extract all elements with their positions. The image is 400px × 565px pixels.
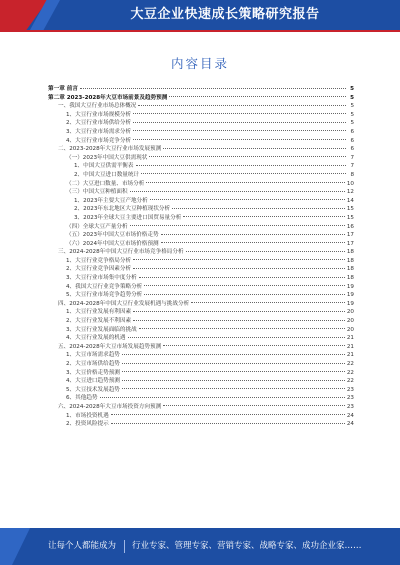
toc-entry[interactable] <box>48 197 354 206</box>
toc-entry[interactable] <box>48 137 354 146</box>
toc-entry-title: 5、大豆技术发展趋势 <box>66 386 120 393</box>
toc-entry-title: 第二章 2023-2028年大豆市场前景及趋势预测 <box>48 94 168 101</box>
toc-dot-leader <box>133 268 345 269</box>
toc-entry-title: 2、大豆行业发展不利因素 <box>66 318 132 325</box>
toc-entry-page: 6 <box>350 137 354 144</box>
page-footer <box>0 528 400 565</box>
toc-entry-page: 6 <box>350 128 354 135</box>
toc-entry-title: 1、大豆行业市场规模分析 <box>66 111 132 118</box>
toc-entry[interactable] <box>48 205 354 214</box>
toc-entry-title: 1、大豆行业竞争格局分析 <box>66 257 132 264</box>
toc-entry-page: 18 <box>346 257 354 264</box>
toc-entry-page: 17 <box>346 232 354 239</box>
toc-dot-leader <box>133 311 345 312</box>
toc-entry[interactable] <box>48 231 354 240</box>
toc-dot-leader <box>172 208 345 209</box>
toc-entry[interactable] <box>48 420 354 429</box>
toc-dot-leader <box>161 242 345 243</box>
toc-entry-title: 1、2023年主要大豆产地分析 <box>74 197 148 204</box>
toc-entry-page: 21 <box>346 343 354 350</box>
toc-entry[interactable] <box>48 188 354 197</box>
toc-dot-leader <box>163 405 345 406</box>
toc-dot-leader <box>149 156 346 157</box>
toc-entry-title: （一）2023年中国大豆供需现状 <box>66 154 148 161</box>
toc-dot-leader <box>150 199 345 200</box>
toc-entry-page: 24 <box>346 412 354 419</box>
toc-entry-title: 3、2023年全球大豆主要进口国贸易量分析 <box>74 214 182 221</box>
toc-dot-leader <box>138 105 346 106</box>
toc-dot-leader <box>146 182 345 183</box>
toc-entry-page: 5 <box>350 94 354 101</box>
toc-entry[interactable] <box>48 265 354 274</box>
toc-entry[interactable] <box>48 180 354 189</box>
toc-entry-title: 4、大豆行业市场竞争分析 <box>66 137 132 144</box>
toc-entry-title: 四、2024-2028年中国大豆行业发展机遇与挑战分析 <box>58 300 190 307</box>
toc-entry-page: 19 <box>346 283 354 290</box>
toc-dot-leader <box>133 320 345 321</box>
toc-dot-leader <box>191 302 345 303</box>
toc-dot-leader <box>136 165 347 166</box>
toc-entry-title: （四）全球大豆产量分析 <box>66 223 128 230</box>
toc-entry-title: （五）2023年中国大豆市场价格走势 <box>66 232 159 239</box>
toc-entry-title: 二、2023-2028年大豆行业市场发展预测 <box>58 146 162 153</box>
toc-entry-page: 6 <box>350 146 354 153</box>
toc-entry[interactable] <box>48 145 354 154</box>
toc-entry-page: 23 <box>346 395 354 402</box>
toc-entry-page: 19 <box>346 300 354 307</box>
toc-entry-title: 五、2024-2028年大豆市场发展趋势预测 <box>58 343 162 350</box>
toc-entry-page: 22 <box>346 378 354 385</box>
toc-entry-title: （二）大豆进口数量、市场分析 <box>66 180 145 187</box>
toc-entry-page: 7 <box>350 154 354 161</box>
toc-entry-page: 14 <box>346 197 354 204</box>
toc-entry-page: 15 <box>346 206 354 213</box>
toc-entry[interactable] <box>48 119 354 128</box>
toc-entry-page: 20 <box>346 318 354 325</box>
page-header <box>0 0 400 30</box>
footer-divider <box>124 540 125 553</box>
toc-entry[interactable] <box>48 85 354 94</box>
toc-entry-page: 21 <box>346 352 354 359</box>
toc-entry-page: 15 <box>346 214 354 221</box>
toc-entry[interactable] <box>48 257 354 266</box>
toc-entry[interactable] <box>48 403 354 412</box>
toc-dot-leader <box>141 173 346 174</box>
toc-dot-leader <box>122 371 345 372</box>
toc-entry[interactable] <box>48 162 354 171</box>
toc-entry-title: 4、大豆行业发展的机遇 <box>66 335 126 342</box>
toc-entry[interactable] <box>48 94 354 103</box>
toc-dot-leader <box>122 388 345 389</box>
toc-dot-leader <box>122 354 345 355</box>
toc-dot-leader <box>139 277 345 278</box>
toc-entry-page: 5 <box>350 103 354 110</box>
toc-dot-leader <box>133 122 346 123</box>
toc-dot-leader <box>100 397 345 398</box>
toc-entry-title: 三、2024-2028年中国大豆行业市场竞争格局分析 <box>58 249 184 256</box>
toc-dot-leader <box>169 96 346 97</box>
toc-entry-title: 3、大豆价格走势预测 <box>66 369 120 376</box>
toc-entry-title: 2、2023年东北地区大豆种植现状分析 <box>74 206 171 213</box>
toc-dot-leader <box>133 139 346 140</box>
toc-entry-title: 3、大豆行业市场需求分析 <box>66 128 132 135</box>
toc-entry-page: 12 <box>346 189 354 196</box>
toc-entry[interactable] <box>48 326 354 335</box>
toc-entry-title: 6、其他趋势 <box>66 395 98 402</box>
toc-entry[interactable] <box>48 171 354 180</box>
toc-entry-title: 2、中国大豆进口数量统计 <box>74 171 140 178</box>
toc-dot-leader <box>139 328 345 329</box>
toc-entry-title: 4、大豆进口趋势预测 <box>66 378 120 385</box>
toc-entry-title: 第一章 前言 <box>48 86 78 92</box>
toc-entry-page: 23 <box>346 403 354 410</box>
toc-entry-page: 22 <box>346 369 354 376</box>
toc-dot-leader <box>133 130 346 131</box>
footer-accent <box>0 528 30 565</box>
toc-dot-leader <box>144 294 345 295</box>
toc-entry[interactable] <box>48 240 354 249</box>
toc-dot-leader <box>186 251 345 252</box>
toc-entry[interactable] <box>48 223 354 232</box>
header-red-rule <box>0 30 400 32</box>
toc-entry-page: 24 <box>346 421 354 428</box>
toc-entry[interactable] <box>48 386 354 395</box>
toc-entry[interactable] <box>48 308 354 317</box>
toc-dot-leader <box>130 225 345 226</box>
toc-entry-page: 5 <box>350 120 354 127</box>
toc-entry[interactable] <box>48 369 354 378</box>
toc-dot-leader <box>133 259 345 260</box>
toc-entry-page: 22 <box>346 361 354 367</box>
toc-entry-title: 5、大豆行业市场竞争趋势分析 <box>66 292 143 299</box>
toc-entry[interactable] <box>48 351 354 360</box>
toc-entry[interactable] <box>48 128 354 137</box>
toc-dot-leader <box>163 148 346 149</box>
toc-dot-leader <box>130 191 345 192</box>
toc-entry-title: 1、大豆行业发展有利因素 <box>66 309 132 316</box>
toc-entry[interactable] <box>48 317 354 326</box>
toc-entry-title: 1、市场投资机遇 <box>66 412 109 419</box>
toc-heading: 内容目录 <box>170 56 229 71</box>
toc-entry-page: 17 <box>346 240 354 247</box>
toc-entry-title: 2、投资风险提示 <box>66 421 109 428</box>
toc-entry-title: （六）2024年中国大豆市场价格预测 <box>66 240 159 247</box>
toc-entry-title: 1、大豆市场需求趋势 <box>66 352 120 359</box>
toc-dot-leader <box>128 337 345 338</box>
toc-entry[interactable] <box>48 360 354 369</box>
toc-entry[interactable] <box>48 248 354 257</box>
toc-entry-title: 2、大豆市场供给趋势 <box>66 361 120 367</box>
toc-dot-leader <box>122 380 345 381</box>
toc-entry[interactable] <box>48 111 354 120</box>
toc-entry[interactable] <box>48 343 354 352</box>
toc-entry-page: 7 <box>350 163 354 170</box>
toc-dot-leader <box>111 423 345 424</box>
toc-dot-leader <box>144 285 345 286</box>
toc-entry[interactable] <box>48 394 354 403</box>
toc-entry-page: 5 <box>350 86 354 92</box>
toc-entry-page: 21 <box>346 335 354 342</box>
toc-entry-title: 六、2024-2028年大豆市场投资方向预测 <box>58 403 162 410</box>
toc-dot-leader <box>111 414 345 415</box>
toc-entry-page: 5 <box>350 111 354 118</box>
toc-entry[interactable] <box>48 283 354 292</box>
toc-dot-leader <box>80 88 346 89</box>
toc-entry-page: 20 <box>346 326 354 333</box>
toc-entry[interactable] <box>48 300 354 309</box>
toc-entry[interactable] <box>48 377 354 386</box>
toc-entry-title: 3、大豆行业市场集中度分析 <box>66 275 137 282</box>
toc-entry[interactable] <box>48 274 354 283</box>
toc-dot-leader <box>183 216 345 217</box>
footer-slogan-right: 行业专家、管理专家、营销专家、战略专家、成功企业家…… <box>132 541 362 551</box>
toc-entry[interactable] <box>48 291 354 300</box>
toc-entry-page: 16 <box>346 223 354 230</box>
toc-dot-leader <box>161 234 345 235</box>
toc-entry-page: 10 <box>346 180 354 187</box>
toc-entry-page: 8 <box>350 171 354 178</box>
toc-entry[interactable] <box>48 154 354 163</box>
toc-entry-page: 18 <box>346 249 354 256</box>
toc-entry[interactable] <box>48 214 354 223</box>
toc-entry-title: 3、大豆行业发展面临的挑战 <box>66 326 137 333</box>
toc-entry[interactable] <box>48 334 354 343</box>
toc-entry-title: 2、大豆行业竞争因素分析 <box>66 266 132 273</box>
toc-entry-title: 4、我国大豆行业竞争策略分析 <box>66 283 143 290</box>
toc-entry-title: 2、大豆行业市场供给分析 <box>66 120 132 127</box>
toc-entry-title: （三）中国大豆种植面积 <box>66 189 128 196</box>
toc-dot-leader <box>163 345 345 346</box>
toc-dot-leader <box>133 113 346 114</box>
toc-entry-title: 1、中国大豆供需平衡表 <box>74 163 134 170</box>
toc-entry-page: 18 <box>346 275 354 282</box>
toc-entry-page: 18 <box>346 266 354 273</box>
toc-dot-leader <box>122 363 345 364</box>
toc-entry[interactable] <box>48 102 354 111</box>
toc-entry-page: 23 <box>346 386 354 393</box>
report-title: 大豆企业快速成长策略研究报告 <box>130 7 320 22</box>
table-of-contents <box>48 85 354 429</box>
toc-entry[interactable] <box>48 412 354 421</box>
toc-entry-title: 一、我国大豆行业市场总体概况 <box>58 103 137 110</box>
footer-slogan-left: 让每个人都能成为 <box>48 541 117 551</box>
toc-entry-page: 19 <box>346 292 354 299</box>
toc-entry-page: 20 <box>346 309 354 316</box>
